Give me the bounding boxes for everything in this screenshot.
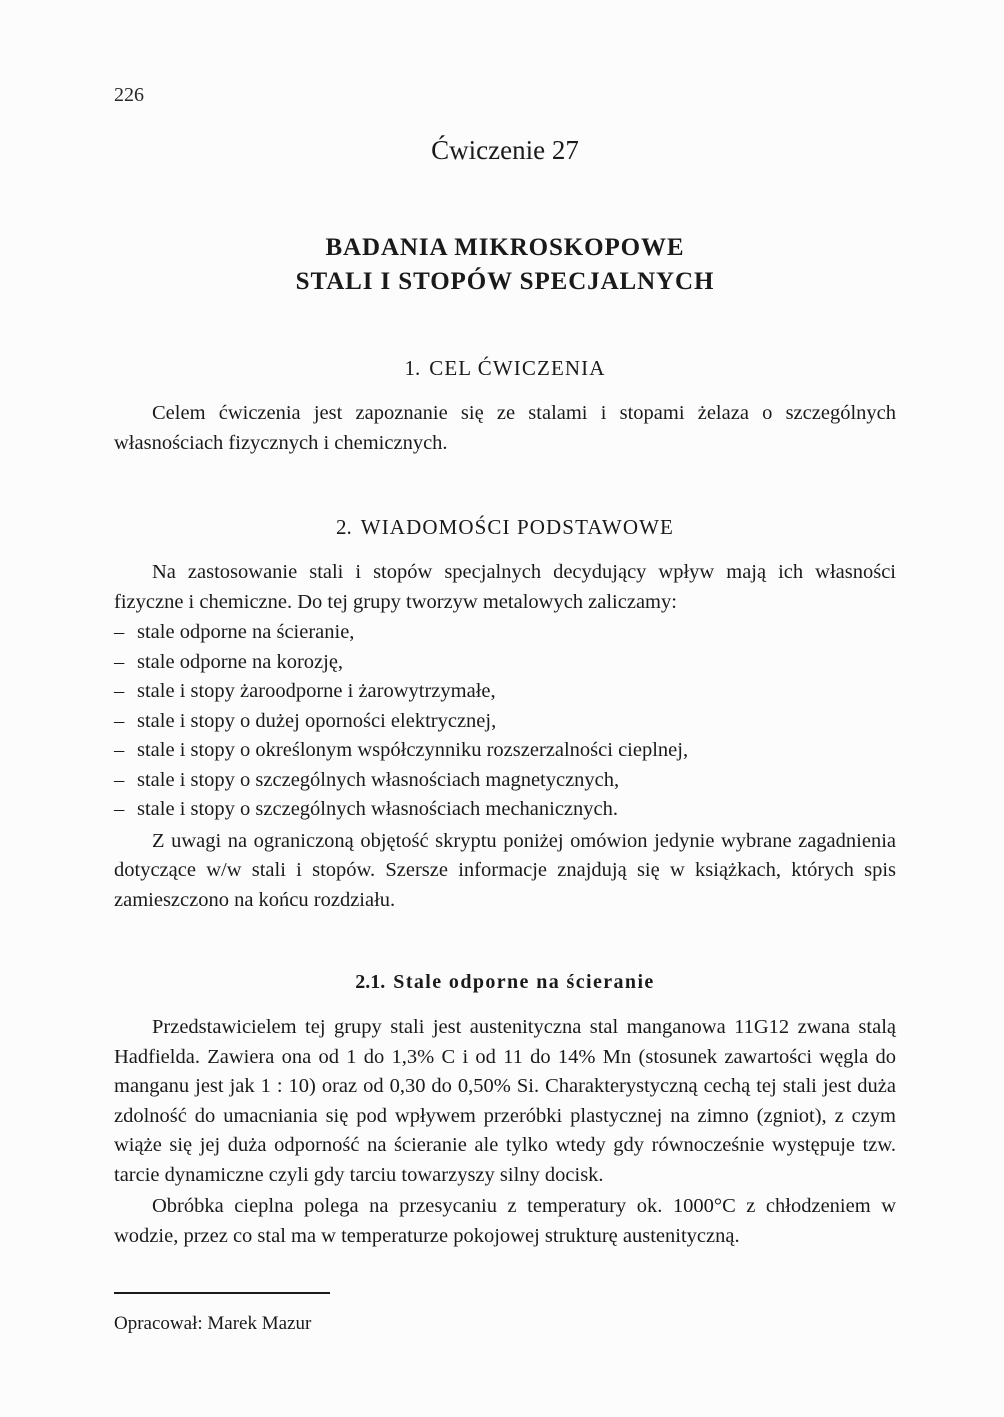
special-steels-list (114, 618, 896, 825)
page-content (114, 133, 896, 1251)
dash-bullet-icon: – (114, 709, 125, 732)
document-title (114, 231, 896, 299)
section-2-after-list-paragraph (114, 827, 896, 916)
subsection-2-1-paragraph-2 (114, 1192, 896, 1251)
section-number-1: 1. (404, 356, 421, 380)
document-title-line-2: STALI I STOPÓW SPECJALNYCH (295, 268, 715, 295)
document-title-line-1: BADANIA MIKROSKOPOWE (325, 234, 685, 261)
section-1-paragraph-text: Celem ćwiczenia jest zapoznanie się ze stalami i stopami żelaza o szczególnych własnościach fizycznych i chemicznych. (114, 402, 896, 454)
list-item (114, 707, 896, 737)
subsection-2-1-paragraph-2-text: Obróbka cieplna polega na przesycaniu z temperatury ok. 1000°C z chłodzeniem w wodzie, przez co stal ma w temperaturze pokojowej strukturę austenityczną. (114, 1195, 896, 1247)
dash-bullet-icon: – (114, 768, 125, 791)
list-item-label: stale odporne na ścieranie, (137, 621, 355, 643)
list-item (114, 736, 896, 766)
dash-bullet-icon: – (114, 798, 125, 820)
dash-bullet-icon: – (114, 680, 125, 702)
list-item-label: stale odporne na korozję, (137, 650, 344, 673)
subsection-2-1-paragraph-1 (114, 1013, 896, 1190)
footnote-author: Opracował: Marek Mazur (114, 1313, 312, 1334)
dash-bullet-icon: – (114, 739, 125, 761)
footnote-area (114, 1292, 896, 1336)
list-item-label: stale i stopy o określonym współczynniku rozszerzalności cieplnej, (137, 739, 689, 761)
list-item-label: stale i stopy o dużej oporności elektrycznej, (137, 709, 497, 732)
exercise-title: Ćwiczenie 27 (431, 135, 579, 165)
subsection-title-2-1: Stale odporne na ścieranie (393, 971, 655, 993)
section-heading-2 (114, 514, 896, 540)
subsection-heading-2-1 (114, 969, 896, 995)
page-number: 226 (114, 84, 144, 106)
subsection-number-2-1: 2.1. (355, 971, 386, 993)
list-item-label: stale i stopy żaroodporne i żarowytrzymałe, (137, 680, 496, 702)
section-2-intro-text: Na zastosowanie stali i stopów specjalnych decydujący wpływ mają ich własności fizyczne i chemiczne. Do tej grupy tworzyw metalowych zaliczamy: (114, 561, 896, 613)
section-1-paragraph (114, 399, 896, 458)
list-item (114, 648, 896, 678)
section-number-2: 2. (336, 515, 352, 539)
list-item-label: stale i stopy o szczególnych własnościach magnetycznych, (137, 768, 620, 791)
section-2-intro-paragraph (114, 558, 896, 617)
list-item (114, 766, 896, 796)
list-item (114, 795, 896, 825)
footnote-separator-rule (114, 1292, 330, 1294)
section-heading-1 (114, 355, 896, 381)
subsection-2-1-paragraph-1-text: Przedstawicielem tej grupy stali jest austenityczna stal manganowa 11G12 zwana stalą Hadfielda. Zawiera ona od 1 do 1,3% C i od 11 do 14% Mn (stosunek zawartości węgla do manganu jest jak 1 : 10) oraz od 0,30 do 0,50% Si. Charakterystyczną cechą tej stali jest duża zdolność do umacniania się pod wpływem przeróbki plastycznej na zimno (zgniot), z czym wiąże się jej duża odporność na ścieranie ale tylko wtedy gdy równocześnie występuje tzw. tarcie dynamiczne czyli gdy tarciu towarzyszy silny docisk. (114, 1016, 896, 1186)
list-item-label: stale i stopy o szczególnych własnościach mechanicznych. (137, 798, 619, 820)
section-title-2: WIADOMOŚCI PODSTAWOWE (360, 515, 674, 539)
section-title-1: CEL ĆWICZENIA (429, 356, 606, 380)
list-item (114, 618, 896, 648)
dash-bullet-icon: – (114, 650, 125, 673)
dash-bullet-icon: – (114, 621, 125, 643)
section-2-after-list-text: Z uwagi na ograniczoną objętość skryptu poniżej omówion jedynie wybrane zagadnienia dotyczące w/w stali i stopów. Szersze informacje znajdują się w książkach, których spis zamieszczono na końcu rozdziału. (114, 829, 896, 911)
list-item (114, 677, 896, 707)
